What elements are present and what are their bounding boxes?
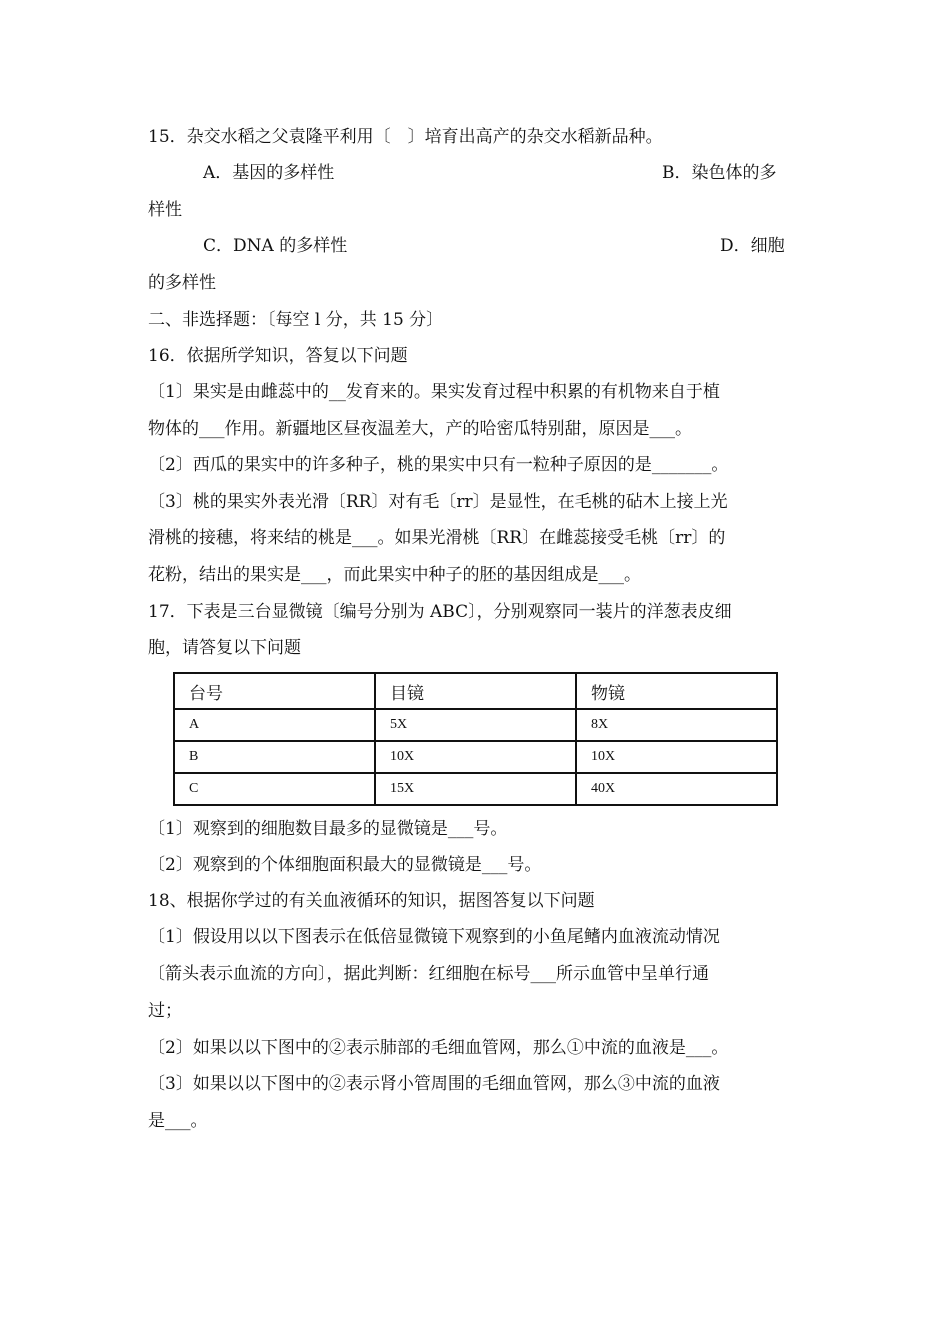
table-cell: 10X — [576, 741, 777, 773]
q15-option-d: D．细胞 — [720, 236, 785, 256]
header-objective: 物镜 — [576, 673, 777, 709]
q17-part2: 〔2〕观察到的个体细胞面积最大的显微镜是___号。 — [148, 855, 542, 875]
q18-part1-line2: 〔箭头表示血流的方向〕，据此判断：红细胞在标号___所示血管中呈单行通 — [148, 964, 709, 984]
table-cell: 15X — [375, 773, 576, 805]
q16-part3-line1: 〔3〕桃的果实外表光滑〔RR〕对有毛〔rr〕是显性，在毛桃的砧木上接上光 — [148, 492, 728, 512]
q16-stem: 16．依据所学知识，答复以下问题 — [148, 346, 408, 366]
table-cell: 8X — [576, 709, 777, 741]
q18-part1-line1: 〔1〕假设用以以下图表示在低倍显微镜下观察到的小鱼尾鳍内血液流动情况 — [148, 927, 720, 947]
table-row — [174, 741, 777, 773]
header-stage-no: 台号 — [174, 673, 375, 709]
table-header-row — [174, 673, 777, 709]
table-row — [174, 773, 777, 805]
q18-stem: 18、根据你学过的有关血液循环的知识，据图答复以下问题 — [148, 891, 595, 911]
q17-stem-line1: 17．下表是三台显微镜〔编号分别为 ABC〕，分别观察同一装片的洋葱表皮细 — [148, 602, 732, 622]
q15-option-b-cont: 样性 — [148, 200, 182, 220]
section-2-heading: 二、非选择题：〔每空 l 分，共 15 分〕 — [148, 310, 444, 330]
q15-option-d-cont: 的多样性 — [148, 273, 216, 293]
table-cell: 10X — [375, 741, 576, 773]
table-cell: A — [174, 709, 375, 741]
q16-part3-line2: 滑桃的接穗，将来结的桃是___。如果光滑桃〔RR〕在雌蕊接受毛桃〔rr〕的 — [148, 528, 726, 548]
q15-option-c: C．DNA 的多样性 — [203, 236, 348, 256]
table-row — [174, 709, 777, 741]
q15-option-a: A．基因的多样性 — [203, 163, 335, 183]
table-cell: 5X — [375, 709, 576, 741]
q15-option-b: B．染色体的多 — [662, 163, 777, 183]
q18-part1-line3: 过； — [148, 1001, 182, 1021]
q15-stem: 15．杂交水稻之父袁隆平利用〔 〕培育出高产的杂交水稻新品种。 — [148, 127, 663, 147]
microscope-table — [173, 672, 778, 806]
q18-part2: 〔2〕如果以以下图中的②表示肺部的毛细血管网，那么①中流的血液是___。 — [148, 1038, 729, 1058]
table-cell: B — [174, 741, 375, 773]
q16-part1-line1: 〔1〕果实是由雌蕊中的__发育来的。果实发育过程中积累的有机物来自于植 — [148, 382, 720, 402]
q17-stem-line2: 胞，请答复以下问题 — [148, 638, 301, 658]
q18-part3-line2: 是___。 — [148, 1111, 208, 1131]
table-cell: C — [174, 773, 375, 805]
header-eyepiece: 目镜 — [375, 673, 576, 709]
q16-part3-line3: 花粉，结出的果实是___，而此果实中种子的胚的基因组成是___。 — [148, 565, 641, 585]
table-cell: 40X — [576, 773, 777, 805]
q16-part2: 〔2〕西瓜的果实中的许多种子，桃的果实中只有一粒种子原因的是_______。 — [148, 455, 729, 475]
q18-part3-line1: 〔3〕如果以以下图中的②表示肾小管周围的毛细血管网，那么③中流的血液 — [148, 1074, 720, 1094]
q16-part1-line2: 物体的___作用。新疆地区昼夜温差大，产的哈密瓜特别甜，原因是___。 — [148, 419, 692, 439]
q17-part1: 〔1〕观察到的细胞数目最多的显微镜是___号。 — [148, 819, 508, 839]
